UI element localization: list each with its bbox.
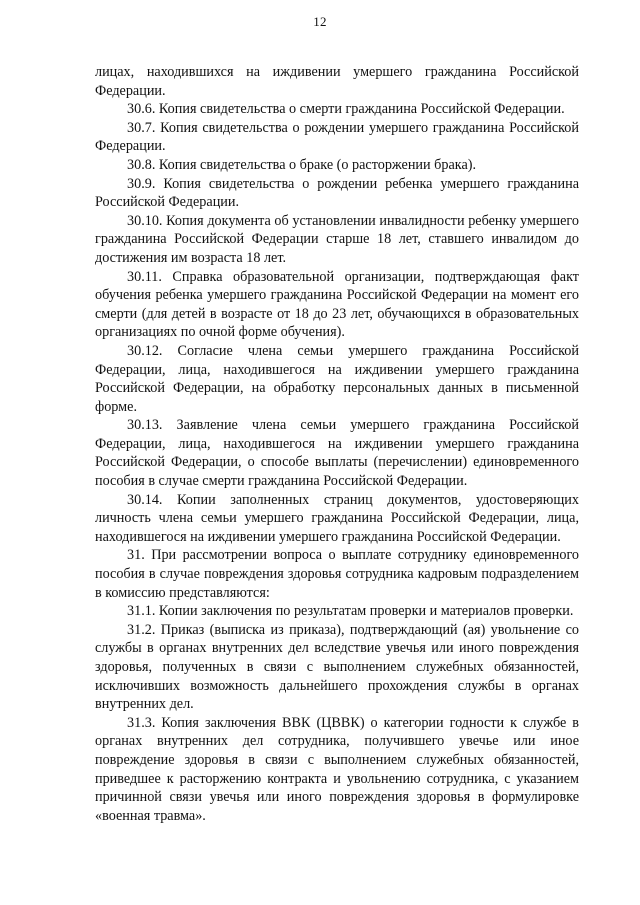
page-number: 12: [313, 14, 327, 29]
paragraph-30-14: 30.14. Копии заполненных страниц документов, удостоверяющих личность члена семьи умершего гражданина Российской Федерации, лица, находившегося на иждивении умершего гражданина Российской Федерации.: [95, 491, 579, 545]
paragraph-30-10: 30.10. Копия документа об установлении инвалидности ребенку умершего гражданина Российской Федерации старше 18 лет, ставшего инвалидом до достижения им возраста 18 лет.: [95, 212, 579, 266]
paragraph-30-8: 30.8. Копия свидетельства о браке (о расторжении брака).: [127, 156, 477, 173]
paragraph-31-1: 31.1. Копии заключения по результатам проверки и материалов проверки.: [127, 603, 574, 620]
paragraph-30-12: 30.12. Согласие члена семьи умершего гражданина Российской Федерации, лица, находившегося на иждивении умершего гражданина Российской Федерации, на обработку персональных данных в письменной форме.: [95, 342, 579, 415]
paragraph-30-7: 30.7. Копия свидетельства о рождении умершего гражданина Российской Федерации.: [95, 119, 579, 155]
paragraph-31-2: 31.2. Приказ (выписка из приказа), подтверждающий (ая) увольнение со службы в органах внутренних дел вследствие увечья или иного повреждения здоровья, полученных в связи с выполнением служебных обязанностей, исключивших возможность дальнейшего прохождения службы в органах внутренних дел.: [95, 621, 579, 713]
paragraph-31: 31. При рассмотрении вопроса о выплате сотруднику единовременного пособия в случае повреждения здоровья сотрудника кадровым подразделением в комиссию представляются:: [95, 547, 579, 601]
paragraph-continuation: лицах, находившихся на иждивении умершего гражданина Российской Федерации.: [95, 64, 579, 99]
paragraph-30-6: 30.6. Копия свидетельства о смерти гражданина Российской Федерации.: [127, 101, 565, 118]
paragraph-30-11: 30.11. Справка образовательной организации, подтверждающая факт обучения ребенка умершего гражданина Российской Федерации на момент его смерти (для детей в возрасте от 18 до 23 лет, обучающихся в образовательных организациях по очной форме обучения).: [95, 268, 579, 341]
document-body: [95, 63, 579, 825]
paragraph-30-9: 30.9. Копия свидетельства о рождении ребенка умершего гражданина Российской Федерации.: [95, 175, 579, 211]
paragraph-30-13: 30.13. Заявление члена семьи умершего гражданина Российской Федерации, лица, находившегося на иждивении умершего гражданина Российской Федерации, о способе выплаты (перечислении) единовременного пособия в случае смерти гражданина Российской Федерации.: [95, 417, 579, 490]
paragraph-31-3: 31.3. Копия заключения ВВК (ЦВВК) о категории годности к службе в органах внутренних дел сотрудника, получившего увечье или иное повреждение здоровья в связи с выполнением служебных обязанностей, приведшее к расторжению контракта и увольнению сотрудника, с указанием причинной связи увечья или иного повреждения здоровья в формулировке «военная травма».: [95, 714, 579, 824]
